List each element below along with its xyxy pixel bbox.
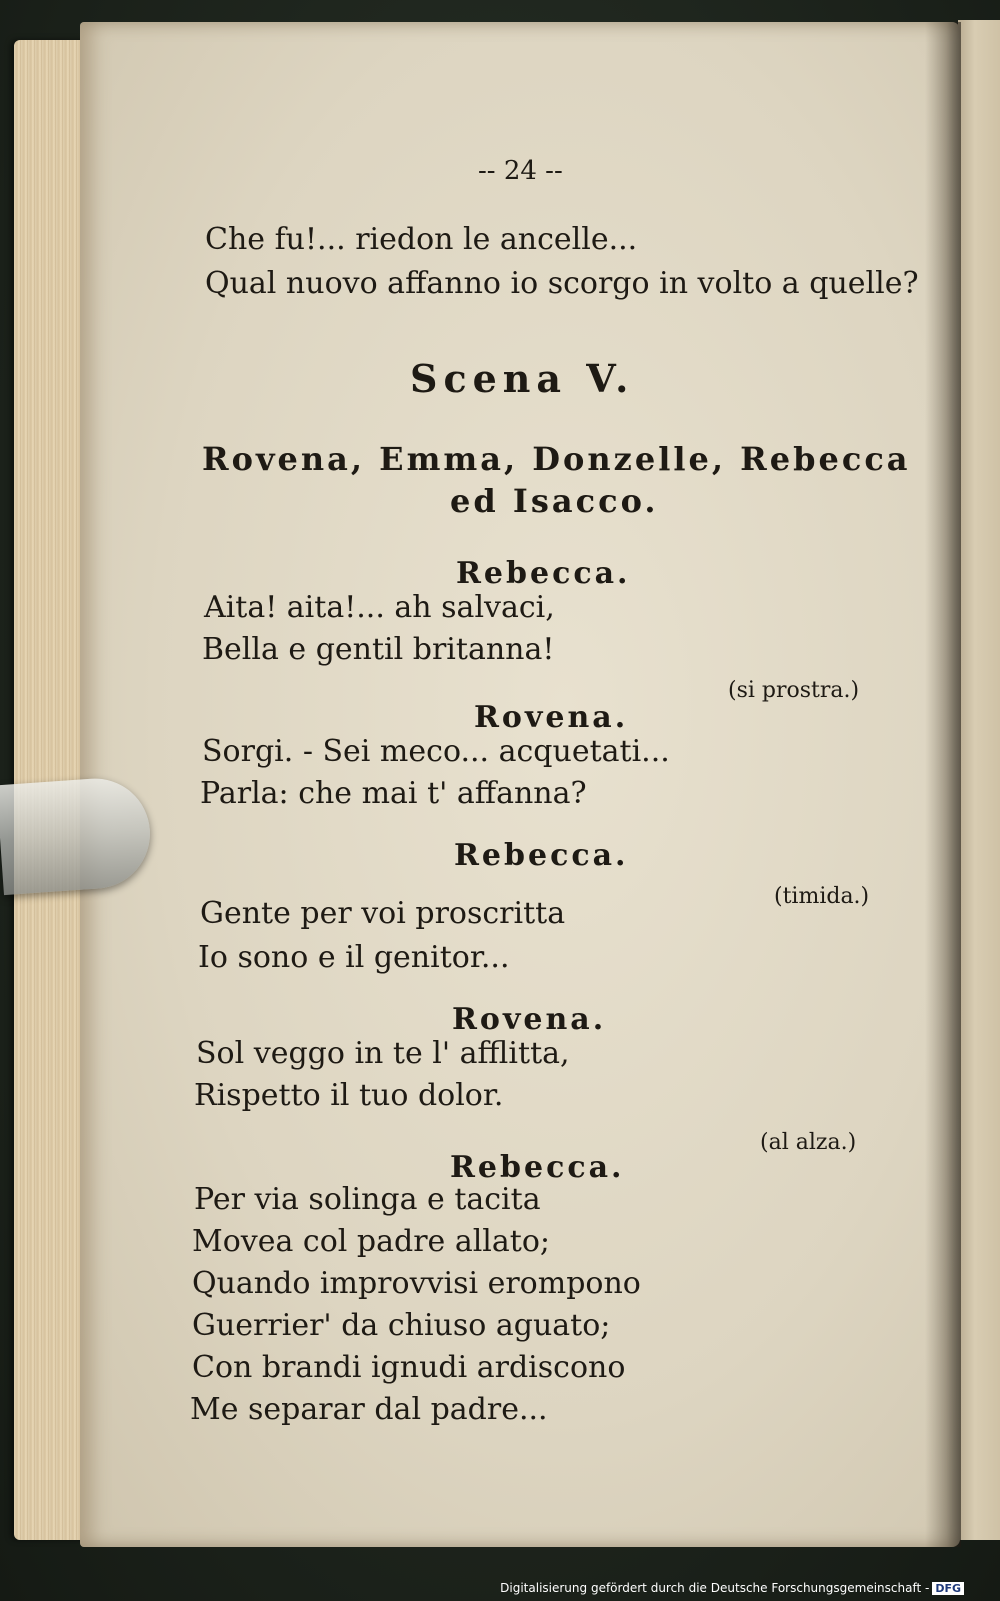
speaker-label: Rebecca.	[450, 1150, 625, 1185]
verse-line: Aita! aita!... ah salvaci,	[204, 590, 555, 625]
verse-line: Movea col padre allato;	[192, 1224, 551, 1259]
digitization-credit	[500, 1581, 964, 1595]
verse-line: Bella e gentil britanna!	[202, 632, 555, 667]
cast-line-2: ed Isacco.	[450, 482, 659, 520]
verse-line: Me separar dal padre...	[190, 1392, 548, 1427]
scene-title: Scena V.	[410, 356, 635, 401]
gutter-shadow	[925, 22, 961, 1547]
page-number: -- 24 --	[478, 156, 563, 186]
verse-line: Parla: che mai t' affanna?	[200, 776, 587, 811]
cast-line-1: Rovena, Emma, Donzelle, Rebecca	[202, 440, 911, 478]
opening-line-1: Che fu!... riedon le ancelle...	[205, 222, 638, 257]
verse-line: Sol veggo in te l' afflitta,	[196, 1036, 570, 1071]
verse-line: Sorgi. - Sei meco... acquetati...	[202, 734, 670, 769]
stage-direction: (timida.)	[774, 884, 870, 909]
credit-text: Digitalisierung gefördert durch die Deutsche Forschungsgemeinschaft -	[500, 1581, 930, 1595]
verse-line: Con brandi ignudi ardiscono	[192, 1350, 626, 1385]
opening-line-2: Qual nuovo affanno io scorgo in volto a quelle?	[205, 266, 919, 301]
speaker-label: Rebecca.	[456, 556, 631, 591]
verse-line: Per via solinga e tacita	[194, 1182, 541, 1217]
adjacent-page-edge	[958, 20, 1000, 1540]
verse-line: Guerrier' da chiuso aguato;	[192, 1308, 611, 1343]
verse-line: Quando improvvisi erompono	[192, 1266, 641, 1301]
speaker-label: Rovena.	[474, 700, 629, 735]
speaker-label: Rovena.	[452, 1002, 607, 1037]
stage-direction: (al alza.)	[760, 1130, 857, 1155]
verse-line: Rispetto il tuo dolor.	[194, 1078, 504, 1113]
dfg-logo: DFG	[932, 1582, 964, 1595]
stage-direction: (si prostra.)	[728, 678, 860, 703]
verse-line: Io sono e il genitor...	[198, 940, 510, 975]
verse-line: Gente per voi proscritta	[200, 896, 566, 931]
speaker-label: Rebecca.	[454, 838, 629, 873]
